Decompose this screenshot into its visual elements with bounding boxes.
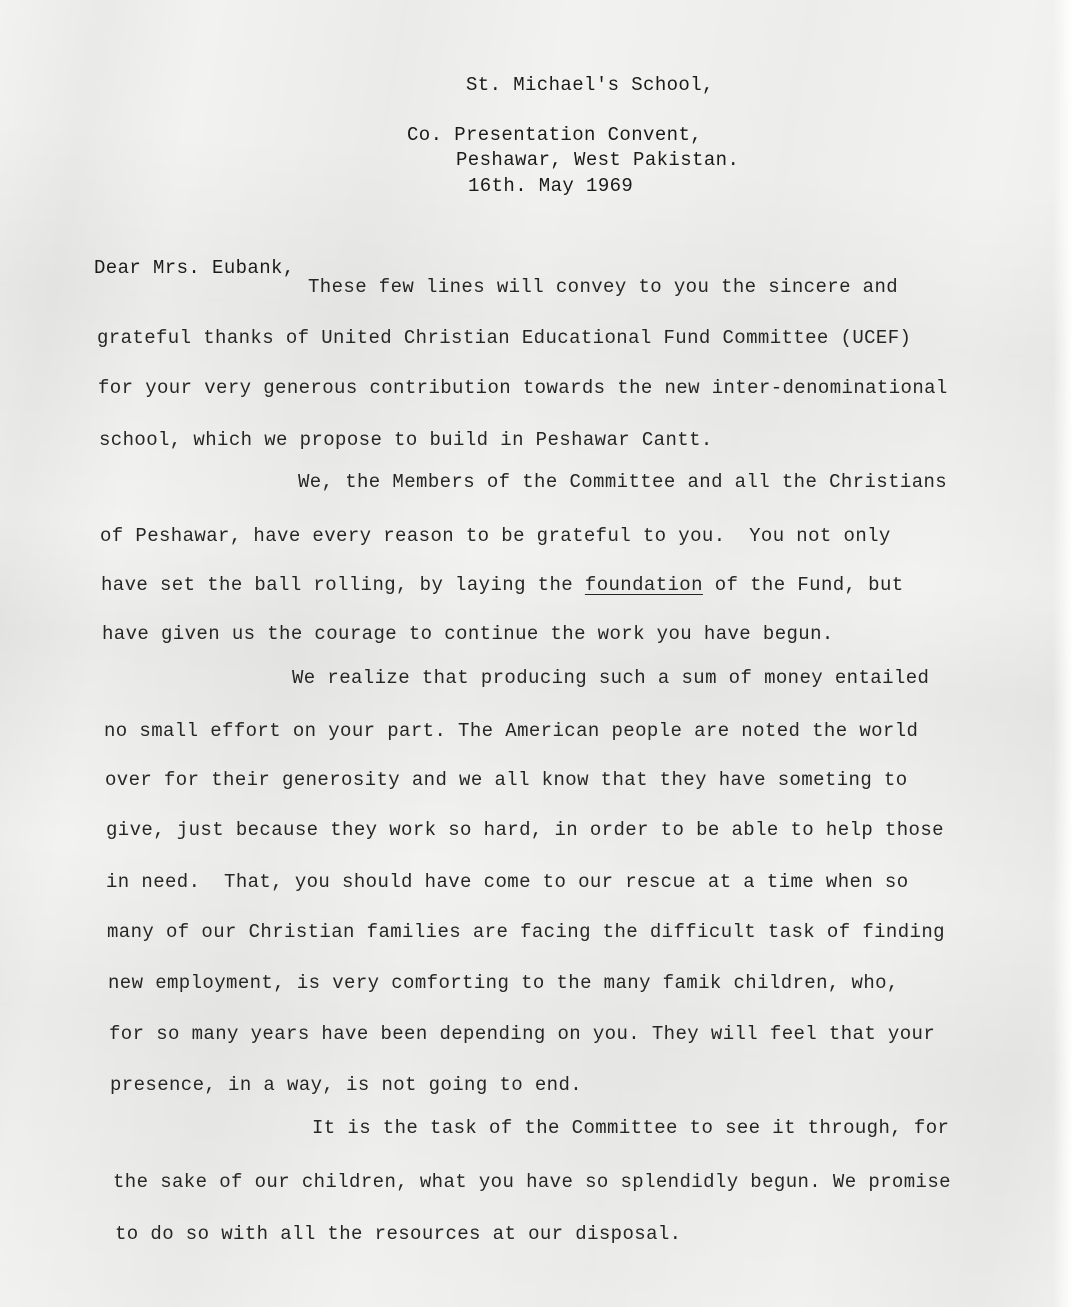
letterhead-address-2: Peshawar, West Pakistan. <box>456 149 740 171</box>
body-line: grateful thanks of United Christian Educational Fund Committee (UCEF) <box>97 327 912 349</box>
body-line: in need. That, you should have come to our rescue at a time when so <box>106 871 909 893</box>
body-text: of the Fund, but <box>702 574 904 596</box>
letterhead-school: St. Michael's School, <box>466 74 714 96</box>
body-line: over for their generosity and we all know that they have someting to <box>105 769 908 791</box>
body-line: for so many years have been depending on you. They will feel that your <box>109 1023 936 1045</box>
body-line: the sake of our children, what you have so splendidly begun. We promise <box>113 1171 951 1193</box>
body-line: for your very generous contribution towards the new inter-denominational <box>98 377 948 399</box>
body-line: of Peshawar, have every reason to be grateful to you. You not only <box>100 525 891 547</box>
body-line: presence, in a way, is not going to end. <box>110 1074 583 1096</box>
body-line: We realize that producing such a sum of money entailed <box>292 667 930 689</box>
body-line: no small effort on your part. The American people are noted the world <box>104 720 919 742</box>
body-line: It is the task of the Committee to see it through, for <box>312 1117 950 1139</box>
underlined-word: foundation <box>584 574 703 596</box>
body-line <box>101 573 904 597</box>
letterhead-address-1: Co. Presentation Convent, <box>407 124 703 146</box>
salutation: Dear Mrs. Eubank, <box>94 257 295 279</box>
body-line: new employment, is very comforting to the many famik children, who, <box>108 972 899 994</box>
letter-date: 16th. May 1969 <box>468 175 634 197</box>
body-line: give, just because they work so hard, in order to be able to help those <box>106 819 944 841</box>
body-line: to do so with all the resources at our disposal. <box>115 1223 682 1245</box>
body-line: These few lines will convey to you the sincere and <box>308 276 899 298</box>
body-line: We, the Members of the Committee and all the Christians <box>298 471 948 493</box>
body-line: school, which we propose to build in Peshawar Cantt. <box>99 429 713 451</box>
body-line: many of our Christian families are facing the difficult task of finding <box>107 921 945 943</box>
body-line: have given us the courage to continue the work you have begun. <box>102 623 834 645</box>
body-text: have set the ball rolling, by laying the <box>101 574 585 596</box>
